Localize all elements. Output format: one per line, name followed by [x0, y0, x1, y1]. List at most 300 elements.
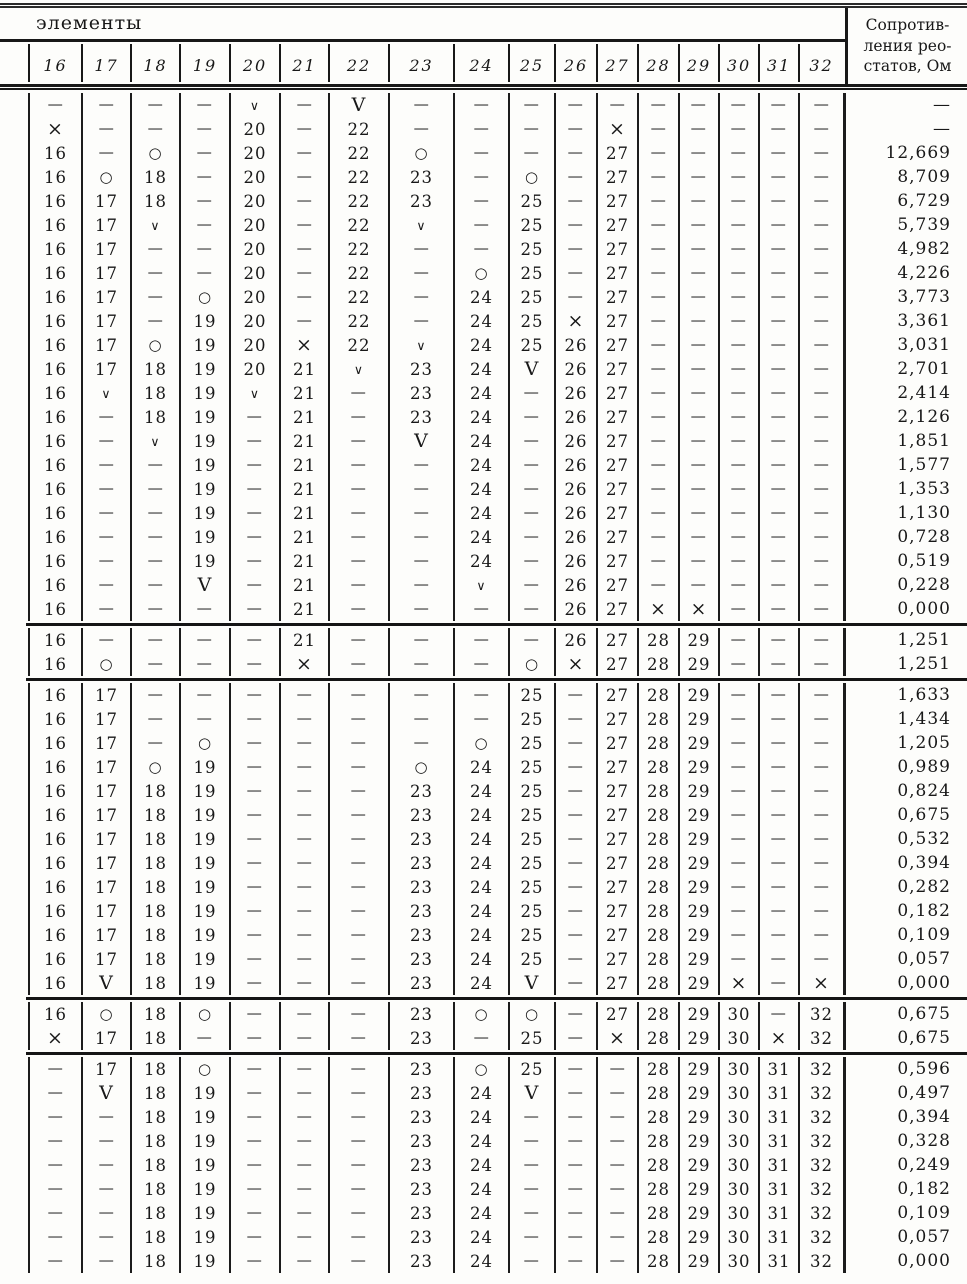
- element-number: 25: [520, 191, 544, 211]
- element-number: 21: [293, 630, 316, 650]
- dash-mark: —: [98, 1157, 115, 1173]
- cell-element-26: [554, 597, 596, 621]
- element-number: 16: [44, 455, 67, 475]
- dash-mark: —: [47, 1061, 64, 1077]
- cell-element-25: [508, 357, 554, 381]
- resistance-value: 1,577: [843, 453, 967, 477]
- cell-element-28: [637, 285, 678, 309]
- cell-element-29: [678, 827, 718, 851]
- table-row: [28, 899, 967, 923]
- cell-element-27: [596, 93, 637, 117]
- element-number: 19: [193, 877, 217, 897]
- cell-element-23: [388, 1129, 453, 1153]
- cell-element-32: [798, 683, 843, 707]
- cell-element-17: [81, 899, 130, 923]
- cell-element-20: [229, 501, 279, 525]
- element-number: 23: [410, 853, 433, 873]
- cell-element-17: [81, 851, 130, 875]
- cell-element-23: [388, 93, 453, 117]
- dash-mark: —: [147, 97, 164, 113]
- dash-mark: —: [650, 553, 667, 569]
- cell-element-26: [554, 803, 596, 827]
- cell-element-19: [179, 707, 229, 731]
- cell-element-29: [678, 405, 718, 429]
- cell-element-20: [229, 652, 279, 676]
- cell-element-31: [758, 1081, 798, 1105]
- dash-mark: —: [473, 145, 490, 161]
- cell-element-29: [678, 213, 718, 237]
- element-number: 27: [606, 973, 629, 993]
- cell-element-17: [81, 707, 130, 731]
- dash-mark: —: [770, 1006, 788, 1022]
- dash-mark: —: [296, 1085, 313, 1101]
- cell-element-24: [453, 652, 508, 676]
- cell-element-30: [718, 707, 758, 731]
- cell-element-23: [388, 189, 453, 213]
- resistance-value: 0,228: [843, 573, 967, 597]
- cell-element-28: [637, 525, 678, 549]
- element-number: 26: [564, 359, 588, 379]
- cell-element-17: [81, 779, 130, 803]
- dash-mark: —: [350, 1085, 368, 1101]
- circle-mark: ○: [148, 335, 163, 354]
- cell-element-21: [279, 309, 328, 333]
- cell-element-22: [328, 117, 388, 141]
- cell-element-16: [28, 827, 81, 851]
- cell-element-31: [758, 683, 798, 707]
- check-mark: ∨: [416, 217, 427, 233]
- cell-element-19: [179, 525, 229, 549]
- cell-element-26: [554, 165, 596, 189]
- element-number: 18: [144, 1131, 167, 1151]
- cell-element-27: [596, 779, 637, 803]
- dash-mark: —: [770, 529, 788, 545]
- element-number: 32: [810, 1083, 833, 1103]
- resistance-value: 0,394: [843, 1105, 967, 1129]
- cell-element-24: [453, 333, 508, 357]
- cell-element-30: [718, 923, 758, 947]
- element-number: 16: [44, 359, 67, 379]
- element-number: 16: [44, 263, 67, 283]
- column-header-21: 21: [279, 44, 328, 82]
- cell-element-25: [508, 189, 554, 213]
- cell-element-20: [229, 731, 279, 755]
- cell-element-32: [798, 971, 843, 995]
- dash-mark: —: [770, 121, 788, 137]
- table-body: [0, 93, 967, 1273]
- cell-element-18: [130, 597, 179, 621]
- cell-element-22: [328, 525, 388, 549]
- dash-mark: —: [246, 632, 264, 648]
- dash-mark: —: [98, 1253, 115, 1269]
- element-number: 16: [44, 551, 67, 571]
- dash-mark: —: [567, 735, 585, 751]
- dash-mark: —: [650, 121, 667, 137]
- cell-element-31: [758, 779, 798, 803]
- element-number: 22: [347, 215, 371, 235]
- cell-element-30: [718, 261, 758, 285]
- dash-mark: —: [730, 951, 748, 967]
- cell-element-23: [388, 827, 453, 851]
- cell-element-16: [28, 141, 81, 165]
- dash-mark: —: [730, 121, 748, 137]
- dash-mark: —: [246, 687, 264, 703]
- cell-element-18: [130, 899, 179, 923]
- table-row: [28, 971, 967, 995]
- element-number: 24: [470, 311, 493, 331]
- cell-element-32: [798, 453, 843, 477]
- cell-element-28: [637, 1249, 678, 1273]
- cell-element-16: [28, 1057, 81, 1081]
- cell-element-23: [388, 1057, 453, 1081]
- cell-element-23: [388, 381, 453, 405]
- cell-element-32: [798, 1105, 843, 1129]
- element-number: 23: [410, 1083, 433, 1103]
- dash-mark: —: [350, 505, 368, 521]
- dash-mark: —: [567, 927, 585, 943]
- cell-element-20: [229, 333, 279, 357]
- dash-mark: —: [650, 97, 667, 113]
- dash-mark: —: [650, 433, 667, 449]
- element-number: 21: [293, 599, 316, 619]
- dash-mark: —: [813, 97, 830, 113]
- element-number: 29: [687, 853, 711, 873]
- cell-element-22: [328, 755, 388, 779]
- cell-element-20: [229, 779, 279, 803]
- cell-element-23: [388, 141, 453, 165]
- element-number: 18: [144, 1251, 167, 1271]
- cell-element-31: [758, 1129, 798, 1153]
- dash-mark: —: [813, 145, 830, 161]
- element-number: 23: [410, 973, 433, 993]
- element-number: 24: [470, 1155, 493, 1175]
- cell-element-21: [279, 165, 328, 189]
- circle-mark: ○: [197, 1004, 213, 1023]
- cell-element-19: [179, 1129, 229, 1153]
- cell-element-17: [81, 1201, 130, 1225]
- element-number: 16: [44, 167, 67, 187]
- cell-element-22: [328, 1105, 388, 1129]
- table-row: [28, 189, 967, 213]
- table-row: [28, 827, 967, 851]
- cell-element-25: [508, 923, 554, 947]
- dash-mark: —: [350, 735, 368, 751]
- cell-element-25: [508, 875, 554, 899]
- resistance-header-line-3: статов, Ом: [863, 57, 952, 76]
- dash-mark: —: [523, 529, 541, 545]
- dash-mark: —: [770, 193, 788, 209]
- cell-element-16: [28, 501, 81, 525]
- resistance-value: 1,205: [843, 731, 967, 755]
- dash-mark: —: [246, 409, 264, 425]
- cell-element-25: [508, 1081, 554, 1105]
- resistance-value: 1,251: [843, 652, 967, 676]
- element-number: 19: [193, 901, 217, 921]
- element-number: 16: [44, 973, 67, 993]
- element-number: 28: [647, 1203, 670, 1223]
- cell-element-22: [328, 1002, 388, 1026]
- element-number: 24: [470, 431, 493, 451]
- dash-mark: —: [296, 193, 313, 209]
- cell-element-19: [179, 141, 229, 165]
- cell-element-31: [758, 261, 798, 285]
- cell-element-19: [179, 261, 229, 285]
- cell-element-32: [798, 707, 843, 731]
- cell-element-23: [388, 525, 453, 549]
- resistance-value: 0,989: [843, 755, 967, 779]
- cell-element-18: [130, 477, 179, 501]
- cell-element-20: [229, 1153, 279, 1177]
- dash-mark: —: [730, 313, 748, 329]
- cell-element-27: [596, 285, 637, 309]
- element-number: 23: [410, 359, 433, 379]
- element-number: 26: [564, 575, 588, 595]
- dash-mark: —: [770, 313, 788, 329]
- element-number: 18: [144, 1203, 167, 1223]
- dash-mark: —: [770, 409, 788, 425]
- cell-element-25: [508, 477, 554, 501]
- dash-mark: —: [650, 457, 667, 473]
- dash-mark: —: [296, 145, 313, 161]
- element-number: 29: [687, 630, 711, 650]
- dash-mark: —: [473, 601, 490, 617]
- dash-mark: —: [813, 361, 830, 377]
- element-number: 26: [564, 383, 588, 403]
- element-number: 18: [144, 1028, 167, 1048]
- circle-mark: ○: [99, 654, 114, 673]
- dash-mark: —: [567, 711, 585, 727]
- cell-element-31: [758, 189, 798, 213]
- element-number: 16: [44, 575, 67, 595]
- dash-mark: —: [413, 481, 430, 497]
- cell-element-16: [28, 1177, 81, 1201]
- element-number: 30: [727, 1028, 751, 1048]
- table-row: [28, 1026, 967, 1050]
- cell-element-16: [28, 597, 81, 621]
- cell-element-20: [229, 803, 279, 827]
- element-number: 29: [687, 1179, 711, 1199]
- element-number: 25: [520, 733, 544, 753]
- element-number: 32: [810, 1131, 833, 1151]
- cell-element-25: [508, 1249, 554, 1273]
- cell-element-19: [179, 628, 229, 652]
- dash-mark: —: [730, 656, 748, 672]
- table-row: [28, 213, 967, 237]
- cell-element-25: [508, 453, 554, 477]
- element-number: 21: [293, 431, 316, 451]
- cell-element-25: [508, 851, 554, 875]
- cell-element-30: [718, 1002, 758, 1026]
- cell-element-20: [229, 683, 279, 707]
- element-number: 18: [144, 877, 167, 897]
- cell-element-18: [130, 1129, 179, 1153]
- cell-element-32: [798, 381, 843, 405]
- cell-element-24: [453, 1177, 508, 1201]
- cell-element-19: [179, 1201, 229, 1225]
- cell-element-22: [328, 971, 388, 995]
- dash-mark: —: [730, 337, 748, 353]
- cell-element-16: [28, 1129, 81, 1153]
- cell-element-21: [279, 261, 328, 285]
- resistance-value: 1,130: [843, 501, 967, 525]
- cell-element-20: [229, 381, 279, 405]
- cell-element-16: [28, 525, 81, 549]
- dash-mark: —: [813, 831, 830, 847]
- resistance-value: 0,728: [843, 525, 967, 549]
- cell-element-17: [81, 923, 130, 947]
- dash-mark: —: [690, 529, 708, 545]
- cell-element-17: [81, 213, 130, 237]
- cell-element-22: [328, 923, 388, 947]
- element-number: 30: [727, 1203, 751, 1223]
- cell-element-28: [637, 755, 678, 779]
- dash-mark: —: [350, 1133, 368, 1149]
- cell-element-20: [229, 1105, 279, 1129]
- cell-element-29: [678, 477, 718, 501]
- cell-element-27: [596, 261, 637, 285]
- table-row: [28, 947, 967, 971]
- cell-element-24: [453, 405, 508, 429]
- cross-mark: ×: [650, 597, 667, 620]
- cell-element-28: [637, 1026, 678, 1050]
- cell-element-31: [758, 731, 798, 755]
- cell-element-18: [130, 333, 179, 357]
- element-number: 16: [44, 143, 67, 163]
- cell-element-32: [798, 755, 843, 779]
- cell-element-30: [718, 628, 758, 652]
- cell-element-28: [637, 731, 678, 755]
- element-number: 30: [727, 1179, 751, 1199]
- cell-element-31: [758, 1002, 798, 1026]
- dash-mark: —: [246, 553, 264, 569]
- cell-element-16: [28, 213, 81, 237]
- element-number: 27: [606, 654, 629, 674]
- cell-element-26: [554, 1129, 596, 1153]
- element-number: 21: [293, 455, 316, 475]
- dash-mark: —: [98, 601, 115, 617]
- dash-mark: —: [730, 601, 748, 617]
- element-number: 24: [470, 407, 493, 427]
- element-number: 32: [810, 1028, 833, 1048]
- element-number: 20: [243, 167, 267, 187]
- cell-element-27: [596, 707, 637, 731]
- table-row: [28, 501, 967, 525]
- dash-mark: —: [413, 265, 430, 281]
- dash-mark: —: [650, 385, 667, 401]
- dash-mark: —: [98, 409, 115, 425]
- dash-mark: —: [813, 337, 830, 353]
- element-number: 17: [95, 1028, 118, 1048]
- cell-element-20: [229, 189, 279, 213]
- element-number: 16: [44, 901, 67, 921]
- dash-mark: —: [413, 313, 430, 329]
- dash-mark: —: [147, 265, 164, 281]
- cell-element-16: [28, 652, 81, 676]
- cell-element-20: [229, 213, 279, 237]
- cell-element-18: [130, 1081, 179, 1105]
- cell-element-29: [678, 93, 718, 117]
- cell-element-26: [554, 213, 596, 237]
- element-number: 24: [470, 973, 493, 993]
- element-number: 20: [243, 215, 267, 235]
- dash-mark: —: [730, 783, 748, 799]
- cell-element-22: [328, 707, 388, 731]
- dash-mark: —: [770, 687, 788, 703]
- dash-mark: —: [813, 265, 830, 281]
- check-mark: ∨: [476, 577, 487, 593]
- check-mark: V: [197, 573, 213, 596]
- dash-mark: —: [650, 313, 667, 329]
- element-number: 28: [647, 853, 670, 873]
- cell-element-28: [637, 549, 678, 573]
- dash-mark: —: [730, 217, 748, 233]
- dash-mark: —: [690, 145, 708, 161]
- cell-element-25: [508, 501, 554, 525]
- cell-element-30: [718, 357, 758, 381]
- cell-element-30: [718, 1201, 758, 1225]
- cell-element-22: [328, 947, 388, 971]
- element-number: 19: [193, 829, 217, 849]
- cell-element-27: [596, 875, 637, 899]
- resistance-header-line-2: ления рео-: [863, 36, 952, 55]
- dash-mark: —: [147, 289, 164, 305]
- element-number: 19: [193, 1251, 217, 1271]
- cell-element-32: [798, 93, 843, 117]
- cell-element-22: [328, 453, 388, 477]
- element-number: 27: [606, 709, 629, 729]
- dash-mark: —: [413, 656, 430, 672]
- cell-element-32: [798, 117, 843, 141]
- column-header-23: 23: [388, 44, 453, 82]
- cell-element-30: [718, 1081, 758, 1105]
- table-row: [28, 261, 967, 285]
- check-mark: V: [99, 971, 114, 994]
- dash-mark: —: [296, 265, 313, 281]
- cell-element-19: [179, 309, 229, 333]
- dash-mark: —: [650, 145, 667, 161]
- dash-mark: —: [296, 735, 313, 751]
- element-number: 24: [470, 503, 493, 523]
- cell-element-20: [229, 357, 279, 381]
- dash-mark: —: [147, 457, 164, 473]
- cross-mark: ×: [609, 117, 626, 140]
- element-number: 16: [44, 685, 67, 705]
- cell-element-24: [453, 1002, 508, 1026]
- cell-element-27: [596, 237, 637, 261]
- cell-element-20: [229, 1177, 279, 1201]
- element-number: 27: [606, 949, 629, 969]
- cell-element-16: [28, 1026, 81, 1050]
- cell-element-29: [678, 971, 718, 995]
- dash-mark: —: [523, 1181, 541, 1197]
- cell-element-30: [718, 213, 758, 237]
- dash-mark: —: [770, 759, 788, 775]
- element-number: 16: [44, 877, 67, 897]
- element-number: 19: [193, 359, 217, 379]
- dash-mark: —: [473, 241, 490, 257]
- cell-element-18: [130, 189, 179, 213]
- dash-mark: —: [567, 217, 585, 233]
- element-number: 19: [193, 973, 217, 993]
- element-number: 29: [687, 1131, 711, 1151]
- cell-element-16: [28, 285, 81, 309]
- cell-element-23: [388, 971, 453, 995]
- element-number: 25: [520, 287, 544, 307]
- cell-element-18: [130, 1153, 179, 1177]
- element-number: 16: [44, 949, 67, 969]
- dash-mark: —: [350, 1030, 368, 1046]
- dash-mark: —: [813, 385, 830, 401]
